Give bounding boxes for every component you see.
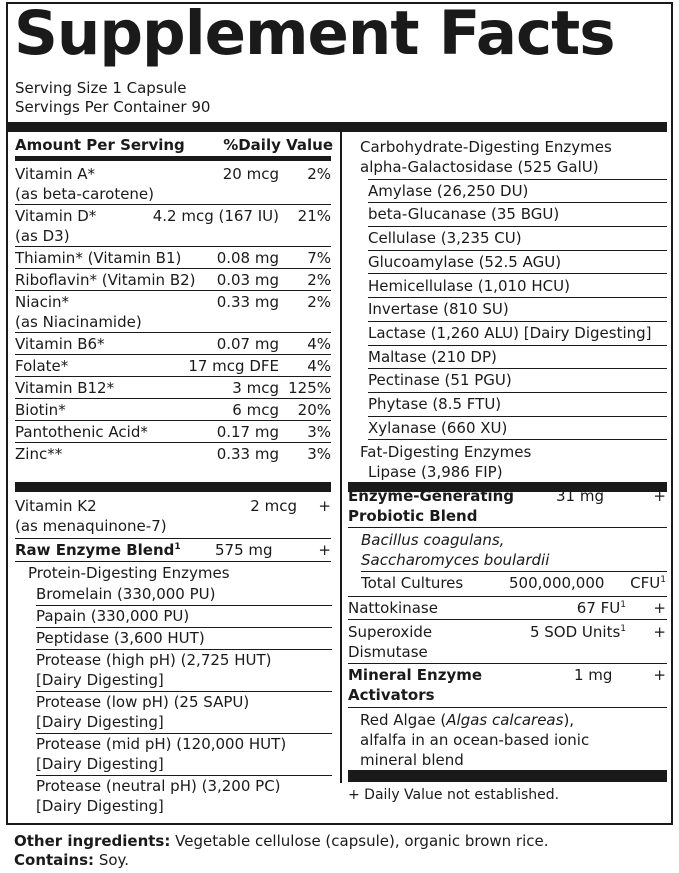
mineral-name-1: Mineral Enzyme	[348, 666, 483, 684]
desc-post: ),	[563, 711, 575, 729]
k2-dv: +	[318, 497, 331, 515]
row-rule	[15, 538, 331, 539]
vitamin-row	[15, 400, 331, 420]
protein-enzyme-line: [Dairy Digesting]	[36, 755, 164, 773]
carb-enzyme-label: Xylanase (660 XU)	[368, 418, 508, 437]
row-rule	[368, 202, 667, 203]
protein-enzyme-line: Papain (330,000 PU)	[36, 607, 190, 625]
vitamin-amount: 4.2 mcg (167 IU)	[152, 207, 279, 225]
vitamin-dv: 125%	[288, 379, 331, 397]
cultures-label: Total Cultures	[361, 574, 464, 592]
row-rule	[348, 619, 667, 620]
raw-enzyme-label: Raw Enzyme Blend	[15, 541, 175, 559]
raw-enzyme-name	[15, 540, 181, 560]
row-rule	[368, 226, 667, 227]
vitamin-name: Riboflavin* (Vitamin B2)	[15, 271, 196, 289]
vitamin-amount: 0.07 mg	[216, 335, 279, 353]
vitamin-dv: 4%	[307, 357, 331, 375]
carb-enzyme-label: beta-Glucanase (35 BGU)	[368, 205, 560, 224]
protein-heading-text: Protein-Digesting Enzymes	[28, 564, 230, 582]
vitamin-name: Biotin*	[15, 401, 66, 419]
k2-amount: 2 mcg	[250, 497, 297, 515]
desc-3: mineral blend	[360, 751, 464, 769]
raw-enzyme-sup: 1	[174, 542, 181, 552]
probiotic-dv: +	[653, 487, 666, 505]
vitamin-dv: 3%	[307, 445, 331, 463]
k2-name: Vitamin K2	[15, 497, 97, 515]
vitamin-amount: 3 mcg	[232, 379, 279, 397]
carb-enzyme-label: Phytase (8.5 FTU)	[368, 395, 502, 413]
vitamin-name: Folate*	[15, 357, 69, 375]
nattokinase-sup: 1	[620, 600, 626, 610]
vitamin-dv: 3%	[307, 423, 331, 441]
k2-sub: (as menaquinone-7)	[15, 517, 167, 535]
raw-enzyme-amount: 575 mg	[215, 541, 273, 559]
dv-note-text: + Daily Value not established.	[348, 787, 560, 803]
vitamin-sub: (as D3)	[15, 227, 70, 245]
protein-enzyme-line: Peptidase (3,600 HUT)	[36, 629, 205, 647]
vitamin-amount: 0.33 mg	[216, 293, 279, 311]
desc-ital: Algas calcareas	[446, 711, 564, 729]
vitamin-row	[15, 164, 331, 204]
vitamin-name: Vitamin B12*	[15, 379, 115, 397]
row-rule	[15, 204, 331, 205]
carb-enzyme-label: Glucoamylase (52.5 AGU)	[368, 252, 562, 271]
cultures-unit: CFU	[630, 574, 661, 592]
probiotic-amount: 31 mg	[556, 487, 604, 505]
header-rule	[15, 156, 331, 161]
probiotic-name-2: Probiotic Blend	[348, 507, 478, 525]
nattokinase-name: Nattokinase	[348, 599, 438, 617]
vitamin-amount: 0.17 mg	[216, 423, 279, 441]
row-rule	[368, 297, 667, 298]
supplement-facts-panel	[6, 2, 673, 825]
row-rule	[368, 368, 667, 369]
cultures-amount: 500,000,000	[509, 574, 605, 592]
dv-header: %Daily Value	[223, 136, 333, 154]
carb-heading-text: Carbohydrate-Digesting Enzymes	[360, 138, 612, 156]
thick-divider	[8, 122, 667, 132]
amount-header: Amount Per Serving	[15, 136, 185, 154]
sod-sup: 1	[620, 624, 626, 634]
vitamin-name: Pantothenic Acid*	[15, 423, 148, 441]
vitamin-amount: 17 mcg DFE	[188, 357, 279, 375]
protein-enzyme-line: Protease (high pH) (2,725 HUT)	[36, 651, 272, 669]
vitamin-name: Vitamin B6*	[15, 335, 105, 353]
contains	[14, 851, 129, 870]
probiotic-name-1: Enzyme-Generating	[348, 487, 515, 505]
row-rule	[15, 332, 331, 333]
protein-enzyme-line: [Dairy Digesting]	[36, 713, 164, 731]
protein-enzyme-line: Protease (neutral pH) (3,200 PC)	[36, 777, 281, 795]
row-rule	[348, 527, 667, 528]
sod-amount: 5 SOD Units	[529, 623, 621, 641]
row-rule	[15, 246, 331, 247]
vitamin-row	[15, 334, 331, 354]
desc-pre: Red Algae (	[360, 711, 447, 729]
vitamin-amount: 0.33 mg	[216, 445, 279, 463]
row-rule	[15, 398, 331, 399]
vitamin-row	[15, 292, 331, 332]
vitamin-dv: 4%	[307, 335, 331, 353]
vitamin-dv: 7%	[307, 249, 331, 267]
vitamin-amount: 0.03 mg	[216, 271, 279, 289]
mineral-dv: +	[653, 666, 666, 684]
protein-enzyme-line: [Dairy Digesting]	[36, 671, 164, 689]
vitamin-dv: 20%	[297, 401, 331, 419]
bottom-bar-right	[348, 770, 667, 782]
vitamin-name: Vitamin D*	[15, 207, 97, 225]
other-text: Vegetable cellulose (capsule), organic brown rice.	[170, 832, 549, 850]
vitamin-amount: 6 mcg	[232, 401, 279, 419]
fat-heading-text: Fat-Digesting Enzymes	[360, 443, 532, 461]
vitamin-dv: 2%	[307, 271, 331, 289]
row-rule	[348, 663, 667, 664]
row-rule	[368, 392, 667, 393]
vitamin-row	[15, 378, 331, 398]
mineral-amount: 1 mg	[574, 666, 613, 684]
vitamin-name: Thiamin* (Vitamin B1)	[15, 249, 182, 267]
vitamin-row	[15, 248, 331, 268]
serving-size: Serving Size 1 Capsule	[15, 79, 187, 97]
row-rule	[361, 571, 667, 572]
protein-enzyme-line: Bromelain (330,000 PU)	[36, 585, 216, 603]
vitamin-amount: 20 mcg	[222, 165, 279, 183]
carb-enzyme-label: Pectinase (51 PGU)	[368, 371, 512, 390]
vitamin-name: Vitamin A*	[15, 165, 95, 183]
carb-enzyme-label: Cellulase (3,235 CU)	[368, 229, 522, 248]
contains-text: Soy.	[94, 851, 130, 869]
vitamin-sub: (as beta-carotene)	[15, 185, 155, 203]
mineral-name-2: Activators	[348, 686, 435, 704]
column-divider	[340, 132, 342, 783]
row-rule	[368, 321, 667, 322]
row-rule	[348, 596, 667, 597]
row-rule	[15, 442, 331, 443]
panel-title: Supplement Facts	[14, 0, 615, 69]
row-rule	[15, 376, 331, 377]
servings-per-container: Servings Per Container 90	[15, 98, 211, 116]
vitamin-dv: 2%	[307, 293, 331, 311]
sod-name-2: Dismutase	[348, 643, 428, 661]
vitamin-dv: 2%	[307, 165, 331, 183]
vitamin-name: Zinc**	[15, 445, 63, 463]
protein-enzyme-line: Protease (low pH) (25 SAPU)	[36, 693, 250, 711]
other-ingredients	[14, 832, 549, 851]
protein-enzyme-line: Protease (mid pH) (120,000 HUT)	[36, 735, 287, 753]
row-rule	[348, 707, 667, 708]
sod-name-1: Superoxide	[348, 623, 433, 641]
carb-enzyme-label: Hemicellulase (1,010 HCU)	[368, 276, 570, 295]
other-label: Other ingredients:	[14, 832, 171, 850]
row-rule	[15, 268, 331, 269]
row-rule	[368, 273, 667, 274]
carb-enzyme-label: Amylase (26,250 DU)	[368, 181, 529, 200]
lipase-item: Lipase (3,986 FIP)	[368, 463, 503, 481]
vitamin-row	[15, 422, 331, 442]
carb-enzyme-label: Maltase (210 DP)	[368, 347, 497, 366]
nattokinase-amount: 67 FU	[576, 599, 621, 617]
row-rule	[15, 354, 331, 355]
protein-enzyme-line: [Dairy Digesting]	[36, 797, 164, 815]
strain-1: Bacillus coagulans,	[361, 531, 505, 549]
vitamin-row	[15, 444, 331, 464]
vitamin-sub: (as Niacinamide)	[15, 313, 142, 331]
vitamin-dv: 21%	[297, 207, 331, 225]
desc-2: alfalfa in an ocean-based ionic	[360, 731, 590, 749]
cultures-sup: 1	[660, 575, 666, 585]
vitamin-amount: 0.08 mg	[216, 249, 279, 267]
carb-enzyme-label: Invertase (810 SU)	[368, 300, 509, 319]
vitamin-row	[15, 206, 331, 246]
sod-dv: +	[653, 623, 666, 641]
row-rule	[15, 420, 331, 421]
row-rule	[15, 561, 331, 562]
carb-enzyme-label: Lactase (1,260 ALU) [Dairy Digesting]	[368, 323, 652, 342]
row-rule	[15, 290, 331, 291]
nattokinase-dv: +	[653, 599, 666, 617]
contains-label: Contains:	[14, 851, 95, 869]
strain-2: Saccharomyces boulardii	[361, 551, 550, 569]
vitamin-end-bar	[15, 482, 331, 492]
vitamin-row	[15, 356, 331, 376]
vitamin-name: Niacin*	[15, 293, 70, 311]
carb-enzyme-label: alpha-Galactosidase (525 GalU)	[360, 158, 599, 176]
vitamin-row	[15, 270, 331, 290]
row-rule	[368, 439, 667, 440]
raw-enzyme-dv: +	[318, 541, 331, 559]
